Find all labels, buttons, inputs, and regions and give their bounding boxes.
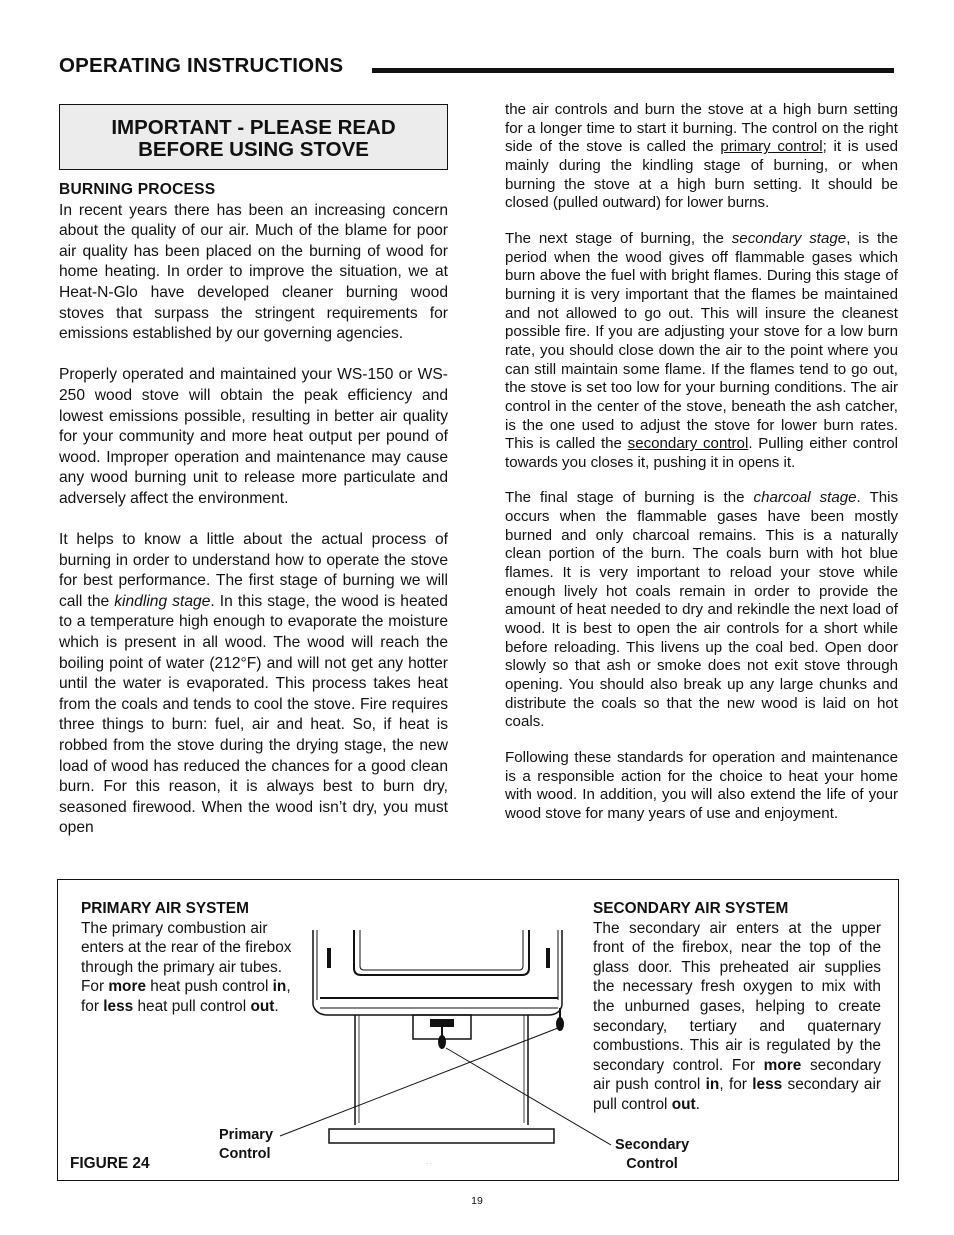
primary-text-e: . [274, 997, 279, 1015]
right-paragraph-2 [505, 230, 898, 473]
secondary-callout-line-1: Secondary [615, 1137, 690, 1153]
secondary-text-e: . [695, 1095, 700, 1113]
left-paragraph-2: Properly operated and maintained your WS-150 or WS-250 wood stove will obtain the peak efficiency and lowest emissions possible, resulting in better air quality for your community and more heat output per pound of wood. Improper operation and maintenance may cause any wood burning unit to release more particulate and adversely affect the environment. [59, 366, 448, 507]
secondary-stage-term: secondary stage [731, 229, 847, 247]
glass-door-frame [354, 930, 529, 975]
primary-air-heading: PRIMARY AIR SYSTEM [81, 900, 249, 917]
right-p1-text-b: ; it is used mainly during the kindling stage of burning, or when burning the stove at a high burn setting. It should be closed (pulled outward) for lower burns. [505, 138, 899, 212]
secondary-more: more [763, 1056, 802, 1074]
left-paragraph-3 [59, 530, 448, 839]
left-paragraph-1: In recent years there has been an increasing concern about the quality of our air. Much of the blame for poor air quality has been placed on the burning of wood for home heating. In order to improve the situation, we at Heat-N-Glo have developed cleaner burning wood stoves that surpass the stringent requirements for emissions established by our governing agencies. [59, 201, 448, 343]
ash-catcher-handle [430, 1019, 454, 1027]
primary-callout-line-2: Control [219, 1146, 271, 1162]
notice-box [59, 104, 448, 170]
small-mark: . . [426, 1159, 432, 1166]
primary-air-description [81, 899, 296, 1017]
kindling-stage-term: kindling stage [114, 592, 211, 610]
primary-in: in [272, 978, 287, 996]
right-p3-text-a: The final stage of burning is the [505, 489, 754, 507]
secondary-text-d: secondary air pull control [593, 1076, 881, 1113]
primary-control-callout [219, 1126, 273, 1164]
stove-base-corner-left [313, 1005, 562, 1015]
right-p1-text-a: the air controls and burn the stove at a high burn setting for a longer time to start it burning. The control on the right side of the stove is called the [505, 101, 898, 156]
right-paragraph-4: Following these standards for operation and maintenance is a responsible action for the choice to heat your home with wood. In addition, you will also extend the life of your wood stove for many years of use and enjoyment. [505, 749, 898, 822]
figure-label: FIGURE 24 [70, 1155, 150, 1172]
right-paragraph-3 [505, 489, 898, 732]
secondary-control-knob [438, 1035, 446, 1049]
secondary-text-a: The secondary air enters at the upper front of the firebox, near the top of the glass door. This preheated air supplies the necessary fresh oxygen to mix with the unburned gases, helping to create secondary, tertiary and quaternary combustions. This air is regulated by the secondary control. For [593, 919, 881, 1074]
primary-control-knob [556, 1017, 564, 1031]
primary-text-b: heat push control [146, 978, 273, 996]
secondary-air-heading: SECONDARY AIR SYSTEM [593, 900, 789, 917]
secondary-text-b: secondary air push control [593, 1056, 881, 1094]
right-p3-text-b: . This occurs when the flammable gases have been mostly burned and only charcoal remains. This is a naturally clean portion of the burn. The coals burn with hot blue flames. It is very important to reload your stove while enough lively hot coals remain in order to provide the amount of heat needed to dry and rekindle the next load of wood. It is best to open the air controls for a short while before reloading. This livens up the coal bed. Open door slowly so that ash or smoke does not exit stove through opening. You should also break up any large chunks and distribute the coals so that the new wood is laid on hot coals. [505, 489, 898, 731]
figure-24 [57, 879, 899, 1181]
primary-callout-line-1: Primary [219, 1127, 274, 1143]
right-door-hinge [546, 948, 550, 968]
primary-text-c: , for [81, 978, 291, 1015]
primary-out: out [250, 997, 275, 1015]
section-title: OPERATING INSTRUCTIONS [59, 54, 344, 77]
primary-text-a: The primary combustion air enters at the rear of the firebox through the primary air tubes. For [81, 919, 292, 996]
burning-process-heading: BURNING PROCESS [59, 181, 216, 198]
secondary-callout-line-2: Control [626, 1156, 678, 1172]
left-p3-text-b: . In this stage, the wood is heated to a temperature high enough to evaporate the moisture which is present in all wood. The wood will reach the boiling point of water (212°F) and will not get any hotter until the water is evaporated. This process takes heat from the coals and tends to cool the stove. Fire requires three things to burn: fuel, air and heat. So, if heat is robbed from the stove during the drying stage, the new load of wood has reduced the chances for a good clean burn. For this reason, it is always best to burn dry, seasoned firewood. When the wood isn’t dry, you must open [59, 592, 448, 837]
left-p3-text-a: It helps to know a little about the actual process of burning in order to understand how to operate the stove for best performance. The first stage of burning we will call the [59, 531, 448, 610]
secondary-air-description [593, 899, 881, 1115]
right-p2-text-a: The next stage of burning, the [505, 229, 732, 247]
glass-door-inner [360, 930, 523, 970]
notice-line-1: IMPORTANT - PLEASE READ [111, 116, 396, 139]
primary-control-term: primary control [720, 138, 823, 156]
page-number: 19 [471, 1195, 483, 1207]
right-column [505, 101, 898, 824]
secondary-control-term: secondary control [627, 435, 749, 453]
left-door-hinge [327, 948, 331, 968]
right-p2-text-c: . Pulling either control towards you closes it, pushing it in opens it. [505, 435, 898, 471]
secondary-less: less [752, 1076, 783, 1094]
secondary-in: in [705, 1076, 720, 1094]
notice-line-2: BEFORE USING STOVE [138, 138, 369, 161]
secondary-text-c: , for [719, 1076, 753, 1094]
left-column [59, 180, 448, 839]
primary-more: more [108, 978, 147, 996]
title-rule [372, 68, 894, 73]
charcoal-stage-term: charcoal stage [753, 489, 857, 507]
secondary-out: out [671, 1095, 696, 1113]
stove-bottom-plate [329, 1129, 554, 1143]
primary-control-leader [280, 1028, 558, 1136]
right-p2-text-b: , is the period when the wood gives off flammable gases which burn above the fuel with bright flames. During this stage of burning it is very important that the flames be maintained and not allowed to go out. This will insure the cleanest possible fire. If you are adjusting your stove for a low burn rate, you should close down the air to the point where you can still maintain some flame. If the flames tend to go out, the stove is set too low for your burning conditions. The air control in the center of the stove, beneath the ash catcher, is the one used to adjust the stove for lower burn rates. This is called the [505, 229, 898, 453]
primary-less: less [103, 997, 134, 1015]
primary-text-d: heat pull control [133, 997, 251, 1015]
secondary-control-callout [615, 1136, 689, 1174]
right-paragraph-1 [505, 101, 898, 213]
